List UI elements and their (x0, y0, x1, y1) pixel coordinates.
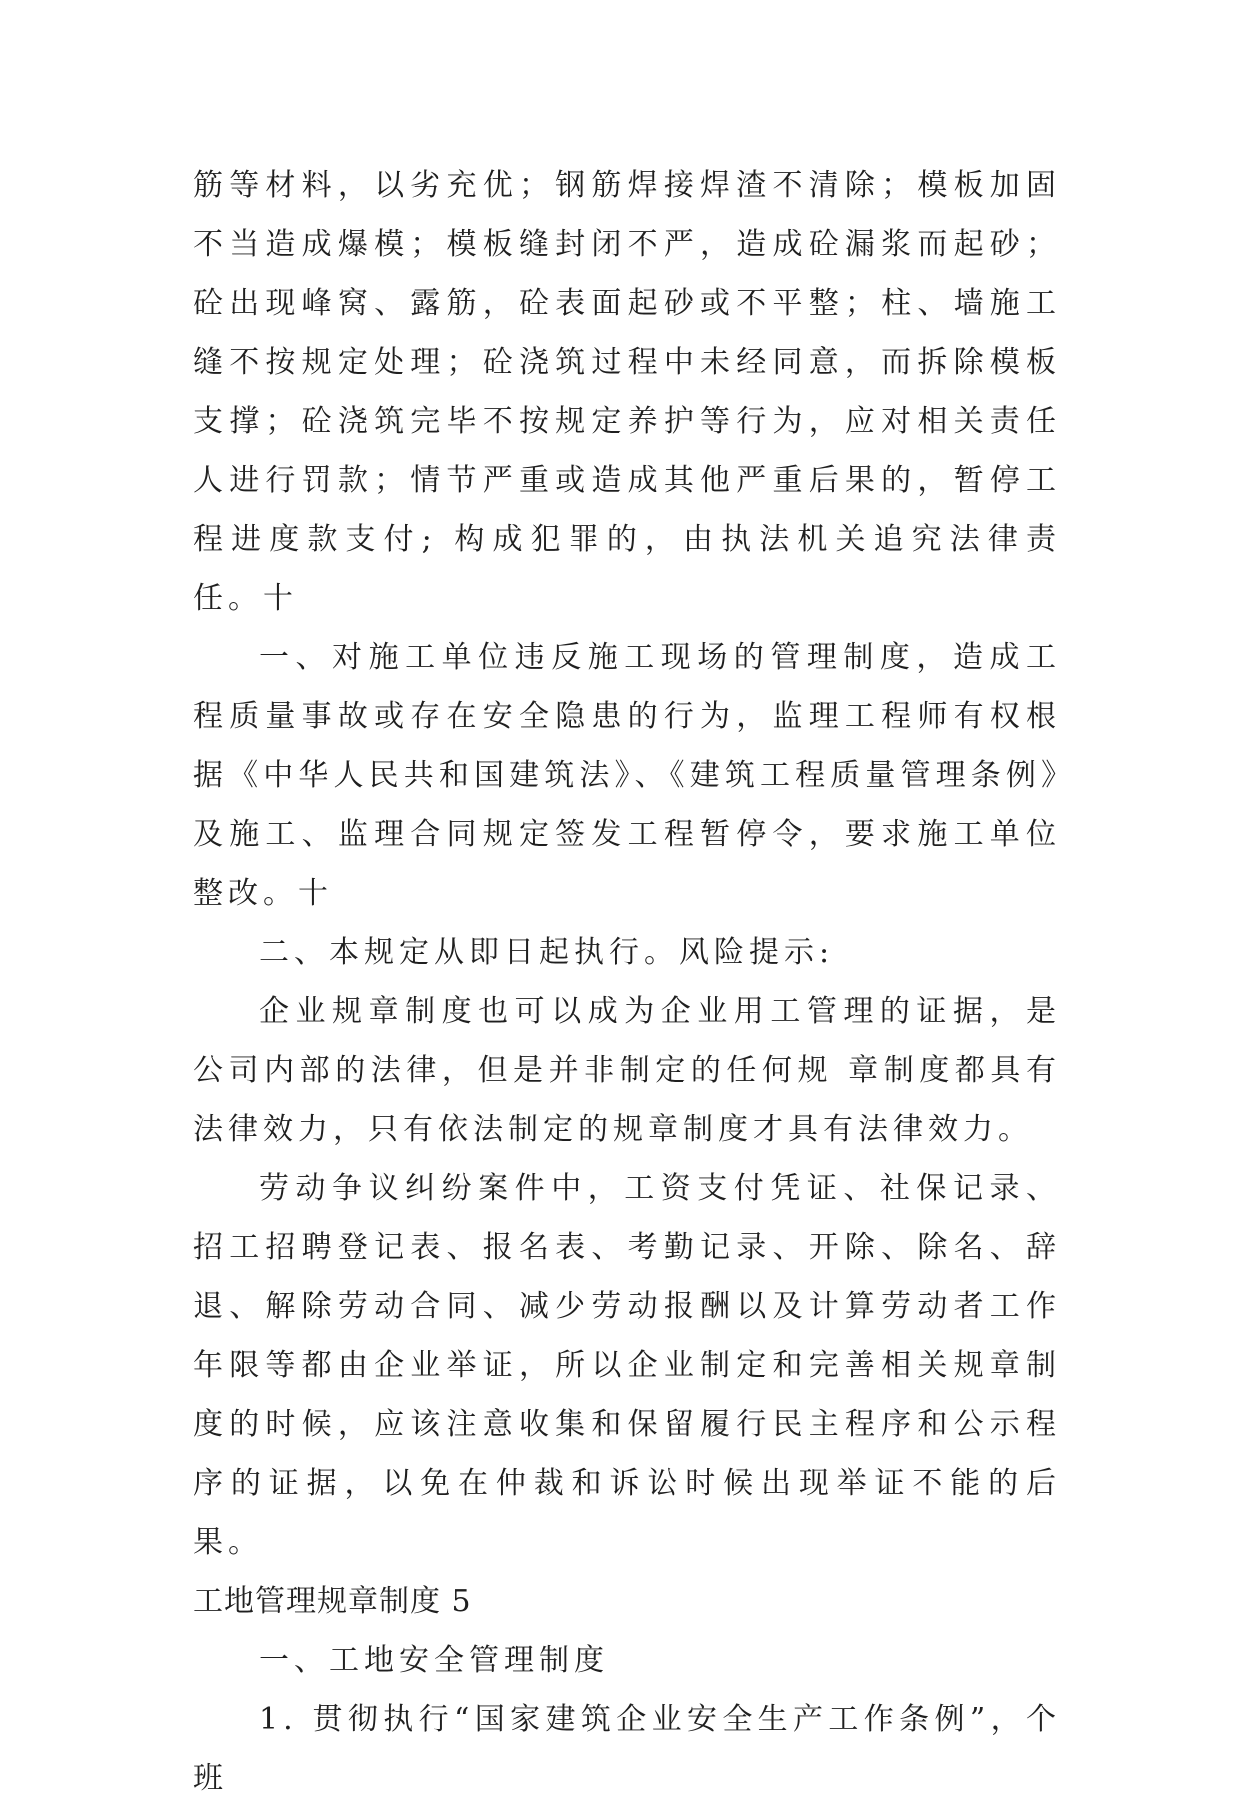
subsection-title: 一、工地安全管理制度 (259, 1643, 609, 1678)
paragraph-labor-dispute: 劳动争议纠纷案件中，工资支付凭证、社保记录、招工招聘登记表、报名表、考勤记录、开除、除名、辞退、解除劳动合同、减少劳动报酬以及计算劳动者工作年限等都由企业举证，所以企业制定和完善相关规章制度的时候，应该注意收集和保留履行民主程序和公示程序的证据，以免在仲裁和诉讼时候出现举证不能的后果。 (193, 1171, 1061, 1560)
paragraph-clause-one: 一、对施工单位违反施工现场的管理制度，造成工程质量事故或存在安全隐患的行为，监理工程师有权根据《中华人民共和国建筑法》、《建筑工程质量管理条例》及施工、监理合同规定签发工程暂停令，要求施工单位整改。十 (193, 640, 1061, 911)
paragraph-clause-two: 二、本规定从即日起执行。风险提示: (259, 935, 835, 970)
paragraph-penalty-clause: 筋等材料，以劣充优；钢筋焊接焊渣不清除；模板加固不当造成爆模；模板缝封闭不严，造成砼漏浆而起砂；砼出现峰窝、露筋，砼表面起砂或不平整；柱、墙施工缝不按规定处理；砼浇筑过程中未经同意，而拆除模板支撑；砼浇筑完毕不按规定养护等行为，应对相关责任人进行罚款；情节严重或造成其他严重后果的，暂停工程进度款支付; 构成犯罪的，由执法机关追究法律责任。十 (193, 168, 1061, 616)
list-item-1: 1. 贯彻执行“国家建筑企业安全生产工作条例”，个班 (193, 1702, 1061, 1796)
document-body (193, 156, 1061, 1808)
section-title: 工地管理规章制度 5 (193, 1584, 472, 1619)
paragraph-risk-note: 企业规章制度也可以成为企业用工管理的证据，是公司内部的法律，但是并非制定的任何规 章制度都具有法律效力，只有依法制定的规章制度才具有法律效力。 (193, 994, 1061, 1147)
